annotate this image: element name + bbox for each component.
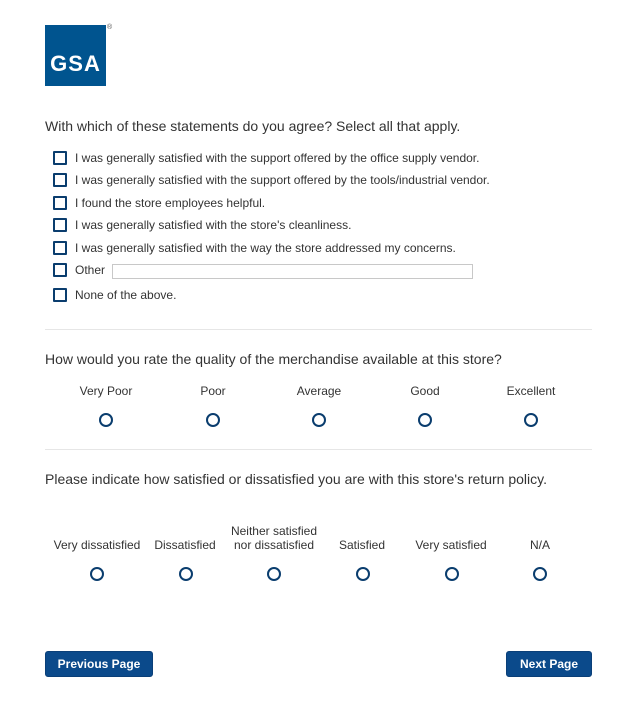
option-addressed-concerns[interactable] xyxy=(53,241,456,255)
label-line: Satisfied xyxy=(338,538,386,552)
checkbox[interactable] xyxy=(53,263,67,277)
satisfaction-label-na xyxy=(500,538,580,552)
radio-very-poor[interactable] xyxy=(99,413,113,427)
option-tools-industrial-vendor[interactable] xyxy=(53,173,490,187)
checkbox-label: None of the above. xyxy=(75,288,177,302)
question-return-policy: Please indicate how satisfied or dissatisfied you are with this store's return policy. xyxy=(45,471,547,487)
radio-satisfied[interactable] xyxy=(356,567,370,581)
label-line: Very satisfied xyxy=(415,538,487,552)
label-line: Very dissatisfied xyxy=(53,538,141,552)
checkbox[interactable] xyxy=(53,218,67,232)
checkbox[interactable] xyxy=(53,173,67,187)
label-line: nor dissatisfied xyxy=(233,538,315,552)
satisfaction-label-satisfied xyxy=(322,538,402,552)
label-line: Neither satisfied xyxy=(230,524,318,538)
checkbox[interactable] xyxy=(53,288,67,302)
radio-good[interactable] xyxy=(418,413,432,427)
radio-na[interactable] xyxy=(533,567,547,581)
registered-mark: ® xyxy=(107,24,113,31)
rating-label-average: Average xyxy=(296,384,342,398)
label-line: Dissatisfied xyxy=(154,538,216,552)
previous-page-button[interactable]: Previous Page xyxy=(45,651,153,677)
checkbox-label: Other xyxy=(75,263,106,277)
option-employees-helpful[interactable] xyxy=(53,196,265,210)
checkbox-label: I was generally satisfied with the support offered by the tools/industrial vendor. xyxy=(75,173,490,187)
option-store-cleanliness[interactable] xyxy=(53,218,351,232)
rating-label-good: Good xyxy=(410,384,440,398)
satisfaction-label-very-dissatisfied xyxy=(47,538,147,552)
checkbox-label: I found the store employees helpful. xyxy=(75,196,266,210)
checkbox[interactable] xyxy=(53,241,67,255)
satisfaction-label-neither xyxy=(222,524,326,552)
question-merchandise-quality: How would you rate the quality of the merchandise available at this store? xyxy=(45,351,502,367)
checkbox-label: I was generally satisfied with the store's cleanliness. xyxy=(75,218,352,232)
checkbox-label: I was generally satisfied with the way the store addressed my concerns. xyxy=(75,241,456,255)
radio-excellent[interactable] xyxy=(524,413,538,427)
section-divider xyxy=(45,449,592,450)
rating-label-excellent: Excellent xyxy=(506,384,556,398)
satisfaction-label-very-satisfied xyxy=(401,538,501,552)
radio-very-satisfied[interactable] xyxy=(445,567,459,581)
rating-label-very-poor: Very Poor xyxy=(79,384,133,398)
radio-dissatisfied[interactable] xyxy=(179,567,193,581)
checkbox[interactable] xyxy=(53,196,67,210)
label-line: N/A xyxy=(529,538,550,552)
option-none-of-the-above[interactable] xyxy=(53,288,176,302)
radio-very-dissatisfied[interactable] xyxy=(90,567,104,581)
option-office-supply-vendor[interactable] xyxy=(53,151,479,165)
rating-label-poor: Poor xyxy=(200,384,226,398)
gsa-logo xyxy=(45,25,106,86)
next-page-button[interactable]: Next Page xyxy=(506,651,592,677)
other-text-field[interactable] xyxy=(112,264,473,279)
satisfaction-label-dissatisfied xyxy=(145,538,225,552)
radio-poor[interactable] xyxy=(206,413,220,427)
question-agree-statements: With which of these statements do you agree? Select all that apply. xyxy=(45,118,461,134)
checkbox-label: I was generally satisfied with the support offered by the office supply vendor. xyxy=(75,151,480,165)
option-other[interactable] xyxy=(53,263,105,277)
radio-average[interactable] xyxy=(312,413,326,427)
checkbox[interactable] xyxy=(53,151,67,165)
logo-text: GSA xyxy=(50,51,101,76)
radio-neither[interactable] xyxy=(267,567,281,581)
section-divider xyxy=(45,329,592,330)
